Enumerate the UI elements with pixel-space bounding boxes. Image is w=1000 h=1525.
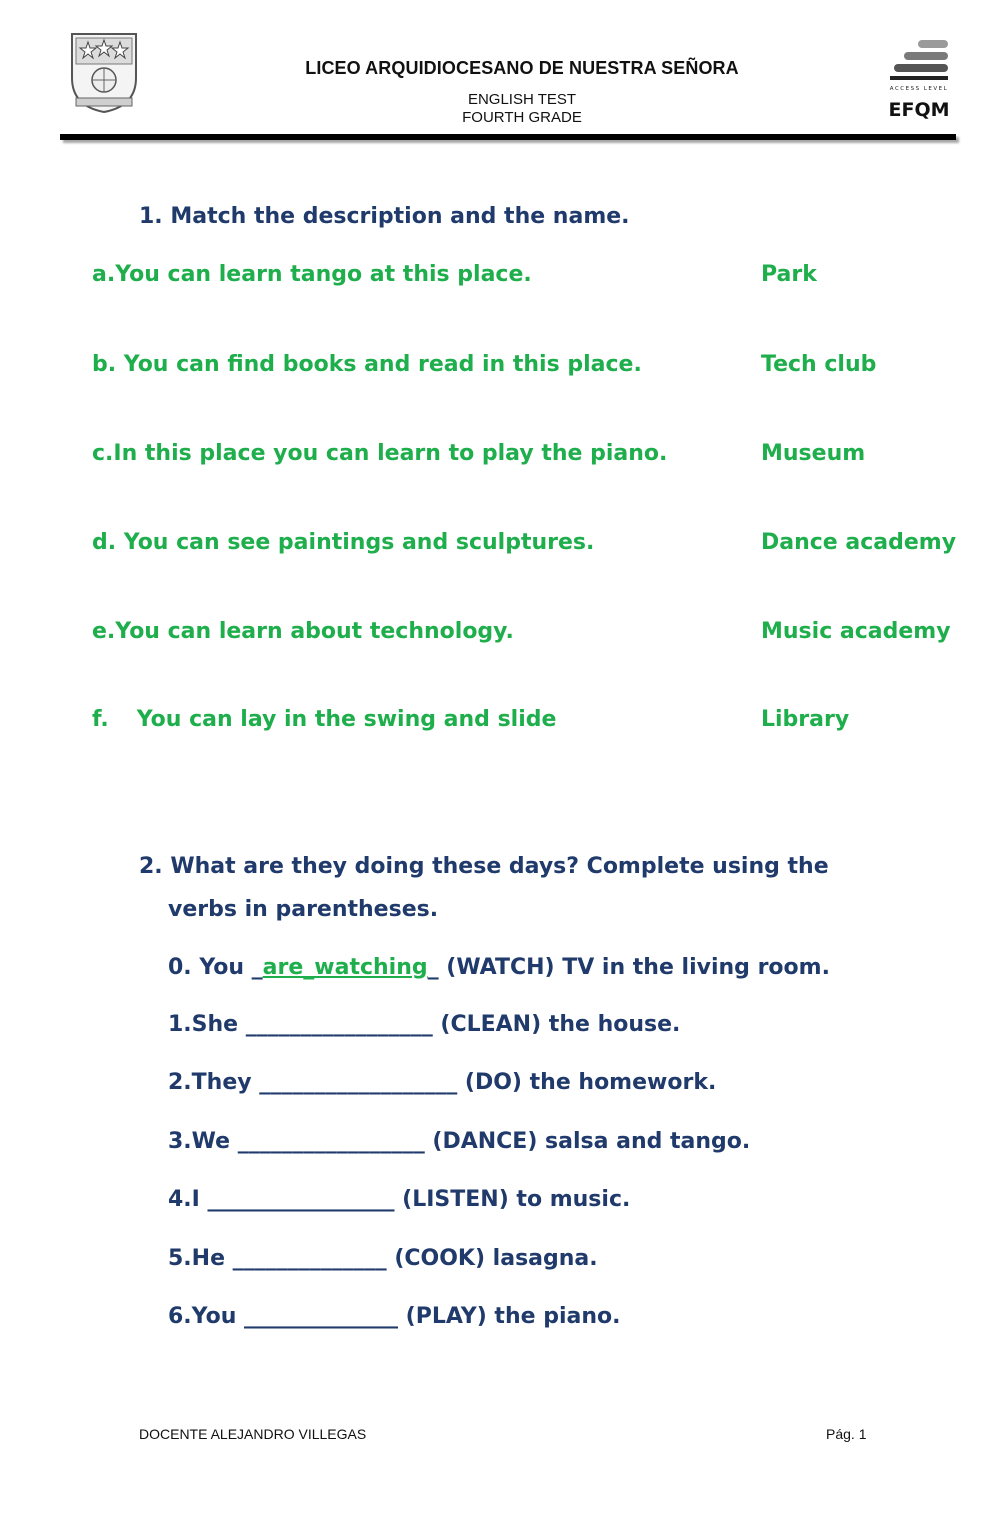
sentence-item: 2.They __________________ (DO) the homework. <box>168 1070 717 1095</box>
description-b: b. You can find books and read in this place. <box>92 352 642 377</box>
test-subject: ENGLISH TEST <box>467 91 577 108</box>
sentence-item: 3.We _________________ (DANCE) salsa and tango. <box>168 1129 751 1154</box>
svg-text:ACCESS LEVEL: ACCESS LEVEL <box>889 86 949 92</box>
name-option: Music academy <box>761 619 951 644</box>
svg-text:EFQM: EFQM <box>888 99 950 121</box>
name-option: Library <box>761 707 850 732</box>
sentence-item: 4.I _________________ (LISTEN) to music. <box>168 1187 631 1212</box>
school-name: LICEO ARQUIDIOCESANO DE NUESTRA SEÑORA <box>305 58 739 78</box>
example-answer: are_watching <box>262 955 428 980</box>
exercise-1-title: 1. Match the description and the name. <box>139 204 630 229</box>
sentence-item: 6.You ______________ (PLAY) the piano. <box>168 1304 621 1329</box>
footer-page-number: Pág. 1 <box>826 1426 867 1442</box>
description-d: d. You can see paintings and sculptures. <box>92 530 595 555</box>
header-divider <box>60 134 956 140</box>
test-grade: FOURTH GRADE <box>462 109 582 126</box>
name-option: Park <box>761 262 817 287</box>
footer-teacher: DOCENTE ALEJANDRO VILLEGAS <box>139 1426 367 1442</box>
description-c: c.In this place you can learn to play the piano. <box>92 441 668 466</box>
description-a: a.You can learn tango at this place. <box>92 262 532 287</box>
example-sentence: 0. You _are_watching_ (WATCH) TV in the living room. <box>168 955 830 980</box>
sentence-item: 5.He ______________ (COOK) lasagna. <box>168 1246 598 1271</box>
name-option: Tech club <box>761 352 877 377</box>
efqm-logo <box>886 36 952 122</box>
name-option: Museum <box>761 441 866 466</box>
description-f: f. You can lay in the swing and slide <box>92 707 557 732</box>
exercise-2-title-continued: verbs in parentheses. <box>168 897 439 922</box>
name-option: Dance academy <box>761 530 957 555</box>
sentence-item: 1.She _________________ (CLEAN) the house. <box>168 1012 681 1037</box>
exercise-2-title: 2. What are they doing these days? Complete using the <box>139 854 829 879</box>
description-e: e.You can learn about technology. <box>92 619 514 644</box>
